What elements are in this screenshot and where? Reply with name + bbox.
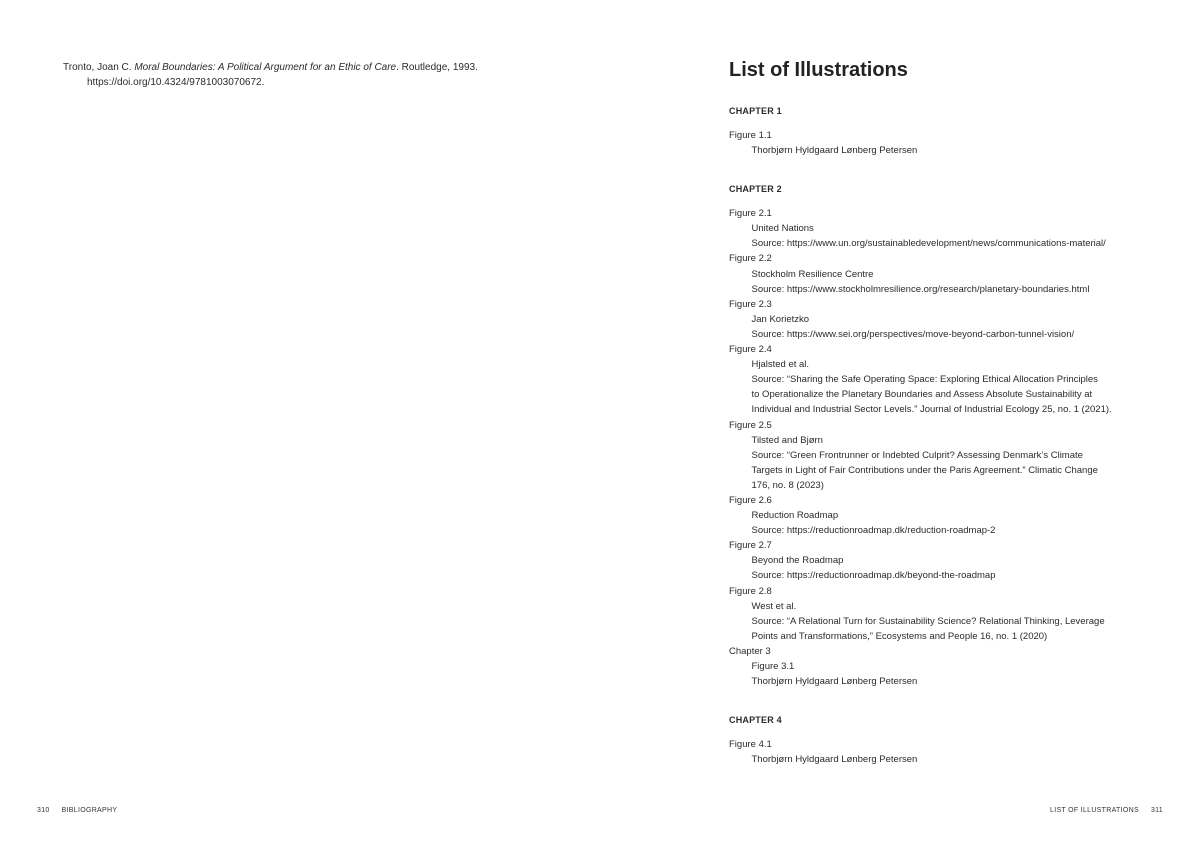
right-page — [600, 0, 1200, 849]
figure-source: Source: “Green Frontrunner or Indebted Culprit? Assessing Denmark’s Climate — [751, 449, 1083, 461]
chapter-heading: CHAPTER 1 — [729, 106, 782, 116]
figure-label: Figure 2.8 — [729, 585, 772, 597]
page-title: List of Illustrations — [729, 59, 908, 81]
figure-label: Figure 2.7 — [729, 540, 772, 552]
figure-credit: Hjalsted et al. — [751, 359, 810, 371]
figure-source: Source: https://www.stockholmresilience.org/research/planetary-boundaries.html — [751, 283, 1090, 295]
figure-source: Source: https://www.un.org/sustainabledevelopment/news/communications-material/ — [751, 238, 1106, 250]
right-footer — [1050, 807, 1163, 814]
figure-label: Figure 3.1 — [751, 661, 795, 672]
figure-source: Source: https://reductionroadmap.dk/reduction-roadmap-2 — [751, 525, 996, 537]
chapter-label-inline: Chapter 3 — [729, 645, 771, 657]
figure-credit: Reduction Roadmap — [751, 510, 839, 522]
figure-credit: Tilsted and Bjørn — [751, 434, 823, 446]
list-of-illustrations — [729, 58, 1149, 767]
figure-label: Figure 2.5 — [729, 419, 772, 431]
bibliography-entry — [63, 60, 487, 90]
figure-credit: Beyond the Roadmap — [751, 555, 844, 567]
figure-source: Targets in Light of Fair Contributions under the Paris Agreement.” Climatic Change — [751, 464, 1098, 476]
page-number: 311 — [1150, 807, 1163, 814]
figure-source: Source: “A Relational Turn for Sustainability Science? Relational Thinking, Leverage — [751, 615, 1105, 627]
figure-label: Figure 2.4 — [729, 344, 772, 356]
figure-credit: Jan Korietzko — [751, 313, 810, 325]
figure-credit: Thorbjørn Hyldgaard Lønberg Petersen — [751, 676, 918, 688]
figure-source: Individual and Industrial Sector Levels.” Journal of Industrial Ecology 25, no. 1 (2021). — [751, 404, 1112, 416]
figure-credit: Thorbjørn Hyldgaard Lønberg Petersen — [751, 754, 918, 766]
running-head: LIST OF ILLUSTRATIONS — [1050, 807, 1139, 814]
figure-source: to Operationalize the Planetary Boundaries and Assess Absolute Sustainability at — [751, 389, 1093, 401]
left-footer — [37, 807, 117, 814]
running-head: BIBLIOGRAPHY — [61, 807, 118, 814]
figure-label: Figure 1.1 — [729, 130, 772, 141]
figure-label: Figure 2.6 — [729, 494, 772, 506]
figure-credit: Stockholm Resilience Centre — [751, 268, 874, 280]
figure-source: Source: https://www.sei.org/perspectives/move-beyond-carbon-tunnel-vision/ — [751, 328, 1075, 340]
page-number: 310 — [37, 807, 50, 814]
figure-label: Figure 2.1 — [729, 208, 772, 220]
figure-source: Points and Transformations,” Ecosystems and People 16, no. 1 (2020) — [751, 630, 1048, 642]
bib-title: Moral Boundaries: A Political Argument for an Ethic of Care — [134, 62, 397, 73]
chapter-heading: CHAPTER 2 — [729, 184, 782, 195]
bib-publication: . Routledge, 1993. https://doi.org/10.4324/9781003070672. — [87, 62, 478, 88]
figure-label: Figure 4.1 — [729, 739, 772, 751]
figure-label: Figure 2.3 — [729, 298, 772, 310]
figure-source: Source: “Sharing the Safe Operating Space: Exploring Ethical Allocation Principles — [751, 374, 1098, 386]
figure-source: 176, no. 8 (2023) — [751, 479, 824, 491]
bib-author: Tronto, Joan C. — [63, 62, 135, 73]
figure-credit: United Nations — [751, 223, 814, 235]
figure-label: Figure 2.2 — [729, 253, 772, 265]
figure-credit: Thorbjørn Hyldgaard Lønberg Petersen — [751, 145, 918, 157]
figure-source: Source: https://reductionroadmap.dk/beyond-the-roadmap — [751, 570, 996, 582]
figure-credit: West et al. — [751, 600, 797, 612]
chapter-heading: CHAPTER 4 — [729, 715, 782, 726]
